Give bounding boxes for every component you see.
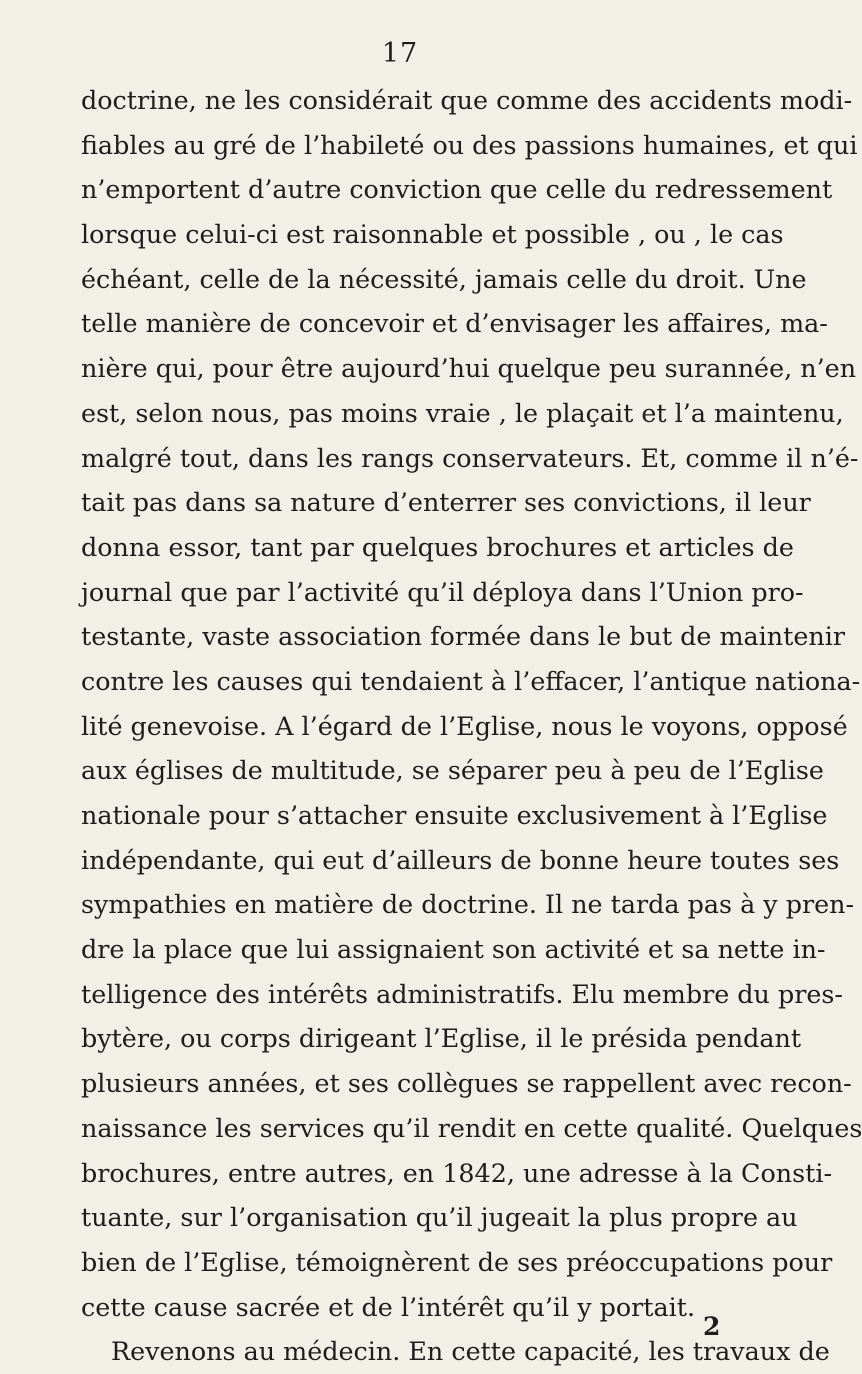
- text-line: plusieurs années, et ses collègues se rappellent avec recon-: [81, 1068, 852, 1099]
- text-line: contre les causes qui tendaient à l’effacer, l’antique nationa-: [81, 665, 861, 696]
- page-number: 17: [381, 38, 419, 69]
- text-line: échéant, celle de la nécessité, jamais celle du droit. Une: [81, 263, 807, 294]
- text-line: aux églises de multitude, se séparer peu à peu de l’Eglise: [81, 755, 824, 786]
- text-line: telligence des intérêts administratifs. Elu membre du pres-: [81, 978, 844, 1009]
- text-line: testante, vaste association formée dans le but de maintenir: [81, 621, 845, 652]
- text-line: tait pas dans sa nature d’enterrer ses convictions, il leur: [81, 487, 811, 518]
- text-line: journal que par l’activité qu’il déploya dans l’Union pro-: [81, 576, 804, 607]
- text-line: doctrine, ne les considérait que comme des accidents modi-: [81, 85, 853, 115]
- text-line: nationale pour s’attacher ensuite exclusivement à l’Eglise: [81, 800, 828, 830]
- text-line: indépendante, qui eut d’ailleurs de bonne heure toutes ses: [81, 844, 840, 875]
- text-line: est, selon nous, pas moins vraie , le plaçait et l’a maintenu,: [81, 397, 844, 428]
- text-line: fiables au gré de l’habileté ou des passions humaines, et qui: [81, 129, 858, 160]
- text-line: donna essor, tant par quelques brochures et articles de: [81, 531, 794, 562]
- text-line: naissance les services qu’il rendit en cette qualité. Quelques: [81, 1112, 862, 1143]
- signature-mark: 2: [703, 1312, 721, 1341]
- text-line: n’emportent d’autre conviction que celle du redressement: [81, 174, 833, 205]
- text-line: cette cause sacrée et de l’intérêt qu’il y portait.: [81, 1291, 696, 1322]
- text-line: nière qui, pour être aujourd’hui quelque peu surannée, n’en: [81, 353, 857, 384]
- text-line: bien de l’Eglise, témoignèrent de ses préoccupations pour: [81, 1246, 833, 1277]
- text-line: dre la place que lui assignaient son activité et sa nette in-: [81, 934, 826, 965]
- text-line: Revenons au médecin. En cette capacité, les travaux de: [111, 1336, 830, 1367]
- text-line: bytère, ou corps dirigeant l’Eglise, il le présida pendant: [81, 1023, 802, 1054]
- body-text: [81, 78, 862, 1374]
- text-line: sympathies en matière de doctrine. Il ne tarda pas à y pren-: [81, 889, 855, 920]
- text-line: lorsque celui-ci est raisonnable et possible , ou , le cas: [81, 219, 784, 250]
- text-line: telle manière de concevoir et d’envisager les affaires, ma-: [81, 308, 828, 339]
- text-line: lité genevoise. A l’égard de l’Eglise, nous le voyons, opposé: [81, 710, 848, 741]
- text-line: malgré tout, dans les rangs conservateurs. Et, comme il n’é-: [81, 442, 859, 473]
- text-line: brochures, entre autres, en 1842, une adresse à la Consti-: [81, 1157, 833, 1188]
- text-line: tuante, sur l’organisation qu’il jugeait la plus propre au: [81, 1202, 798, 1233]
